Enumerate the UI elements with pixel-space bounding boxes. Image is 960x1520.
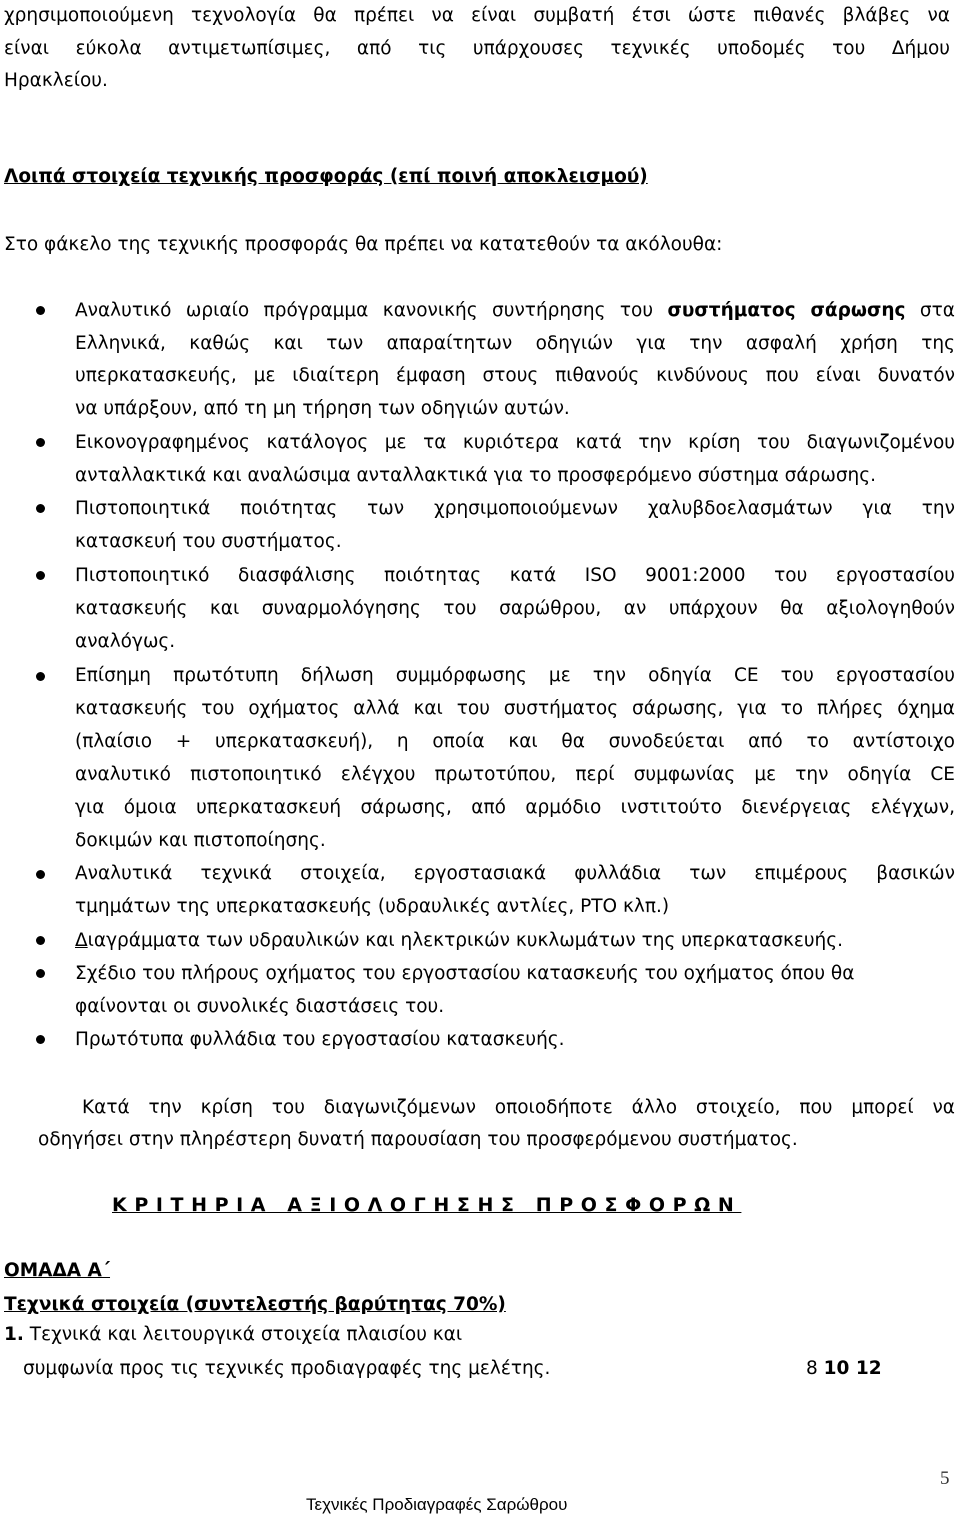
bullet-icon [36,306,45,315]
bullet-4-line-1: Πιστοποιητικό διασφάλισης ποιότητας κατά ISO 9001:2000 του εργοστασίου [75,565,955,586]
bullet-5-line-3: (πλαίσιο + υπερκατασκευή), η οποία και θα συνοδεύεται από το αντίστοιχο [75,731,955,752]
score-a: 8 [806,1358,818,1379]
bullet-1-line-3: υπερκατασκευής, με ιδιαίτερη έμφαση στους πιθανούς κινδύνους που είναι δυνατόν [75,365,955,386]
bullet-5-line-1: Επίσημη πρωτότυπη δήλωση συμμόρφωσης με την οδηγία CE του εργοστασίου [75,665,955,686]
closing-line-2: οδηγήσει στην πληρέστερη δυνατή παρουσίαση του προσφερόμενου συστήματος. [38,1129,798,1150]
bullet-5-line-4: αναλυτικό πιστοποιητικό ελέγχου πρωτοτύπου, περί συμφωνίας με την οδηγία CE [75,764,955,785]
section-heading: Λοιπά στοιχεία τεχνικής προσφοράς (επί ποινή αποκλεισμού) [4,166,648,187]
bullet-icon [36,438,45,447]
bullet-6-line-2: τμημάτων της υπερκατασκευής (υδραυλικές αντλίες, PTO κλπ.) [75,896,670,917]
bullet-3-line-1: Πιστοποιητικά ποιότητας των χρησιμοποιούμενων χαλυβδοελασμάτων για την [75,498,955,519]
intro-line-2: είναι εύκολα αντιμετωπίσιμες, από τις υπάρχουσες τεχνικές υποδομές του Δήμου [4,38,950,59]
page-footer: Τεχνικές Προδιαγραφές Σαρώθρου [306,1495,568,1514]
closing-line-1: Κατά την κρίση του διαγωνιζόμενων οποιοδήποτε άλλο στοιχείο, που μπορεί να [82,1097,955,1118]
bullet-icon [36,571,45,580]
bullet-1-line-2: Ελληνικά, καθώς και των απαραίτητων οδηγιών για την ασφαλή χρήση της [75,333,955,354]
bullet-1-line-4: να υπάρξουν, από τη μη τήρηση των οδηγιών αυτών. [75,398,570,419]
bullet-5-line-2: κατασκευής του οχήματος αλλά και του συστήματος σάρωσης, για το πλήρες όχημα [75,698,955,719]
page-number: 5 [940,1468,950,1489]
item-1-line-1: 1. Τεχνικά και λειτουργικά στοιχεία πλαισίου και [4,1324,463,1345]
bullet-9-line-1: Πρωτότυπα φυλλάδια του εργοστασίου κατασκευής. [75,1029,565,1050]
item-number: 1. [4,1324,24,1345]
criteria-title: ΚΡΙΤΗΡΙΑ ΑΞΙΟΛΟΓΗΣΗΣ ΠΡΟΣΦΟΡΩΝ [112,1194,742,1216]
bullet-7-line-1 [75,929,843,953]
bullet-4-line-2: κατασκευής και συναρμολόγησης του σαρώθρου, αν υπάρχουν θα αξιολογηθούν [75,598,955,619]
bullet-icon [36,870,45,879]
bullet-icon [36,936,45,945]
intro-line-1: χρησιμοποιούμενη τεχνολογία θα πρέπει να είναι συμβατή έτσι ώστε πιθανές βλάβες να [4,5,950,26]
bullet-6-line-1: Αναλυτικά τεχνικά στοιχεία, εργοστασιακά φυλλάδια των επιμέρους βασικών [75,863,955,884]
section-intro: Στο φάκελο της τεχνικής προσφοράς θα πρέπει να κατατεθούν τα ακόλουθα: [4,234,723,255]
intro-line-3: Ηρακλείου. [4,70,108,91]
bullet-icon [36,504,45,513]
bullet-5-line-6: δοκιμών και πιστοποίησης. [75,830,326,851]
group-title: ΟΜΑΔΑ Α΄ [4,1260,111,1281]
bullet-2-line-1: Εικονογραφημένος κατάλογος με τα κυριότερα κατά την κρίση του διαγωνιζομένου [75,432,955,453]
underlined-initial: Διαγράμματα των υδραυλικών και ηλεκτρικών κυκλωμάτων της υπερκατασκευής. [75,930,844,951]
item-1-line-2: συμφωνία προς τις τεχνικές προδιαγραφές της μελέτης. [23,1358,551,1379]
bullet-4-line-3: αναλόγως. [75,631,176,652]
bullet-8-line-2: φαίνονται οι συνολικές διαστάσεις του. [75,996,445,1017]
bullet-8-line-1: Σχέδιο του πλήρους οχήματος του εργοστασίου κατασκευής του οχήματος όπου θα [75,963,855,984]
bullet-1-line-1: Αναλυτικό ωριαίο πρόγραμμα κανονικής συντήρησης του συστήματος σάρωσης στα [75,300,955,321]
bullet-2-line-2: ανταλλακτικά και αναλώσιμα ανταλλακτικά για το προσφερόμενο σύστημα σάρωσης. [75,465,877,486]
bullet-icon [36,1035,45,1044]
group-subtitle: Τεχνικά στοιχεία (συντελεστής βαρύτητας 70%) [4,1294,506,1315]
score-b: 10 12 [823,1358,882,1379]
bullet-3-line-2: κατασκευή του συστήματος. [75,531,342,552]
item-1-scores [806,1357,882,1381]
bullet-icon [36,969,45,978]
bullet-5-line-5: για όμοια υπερκατασκευή σάρωσης, από αρμόδιο ινστιτούτο διενέργειας ελέγχων, [75,797,955,818]
bullet-icon [36,672,45,681]
